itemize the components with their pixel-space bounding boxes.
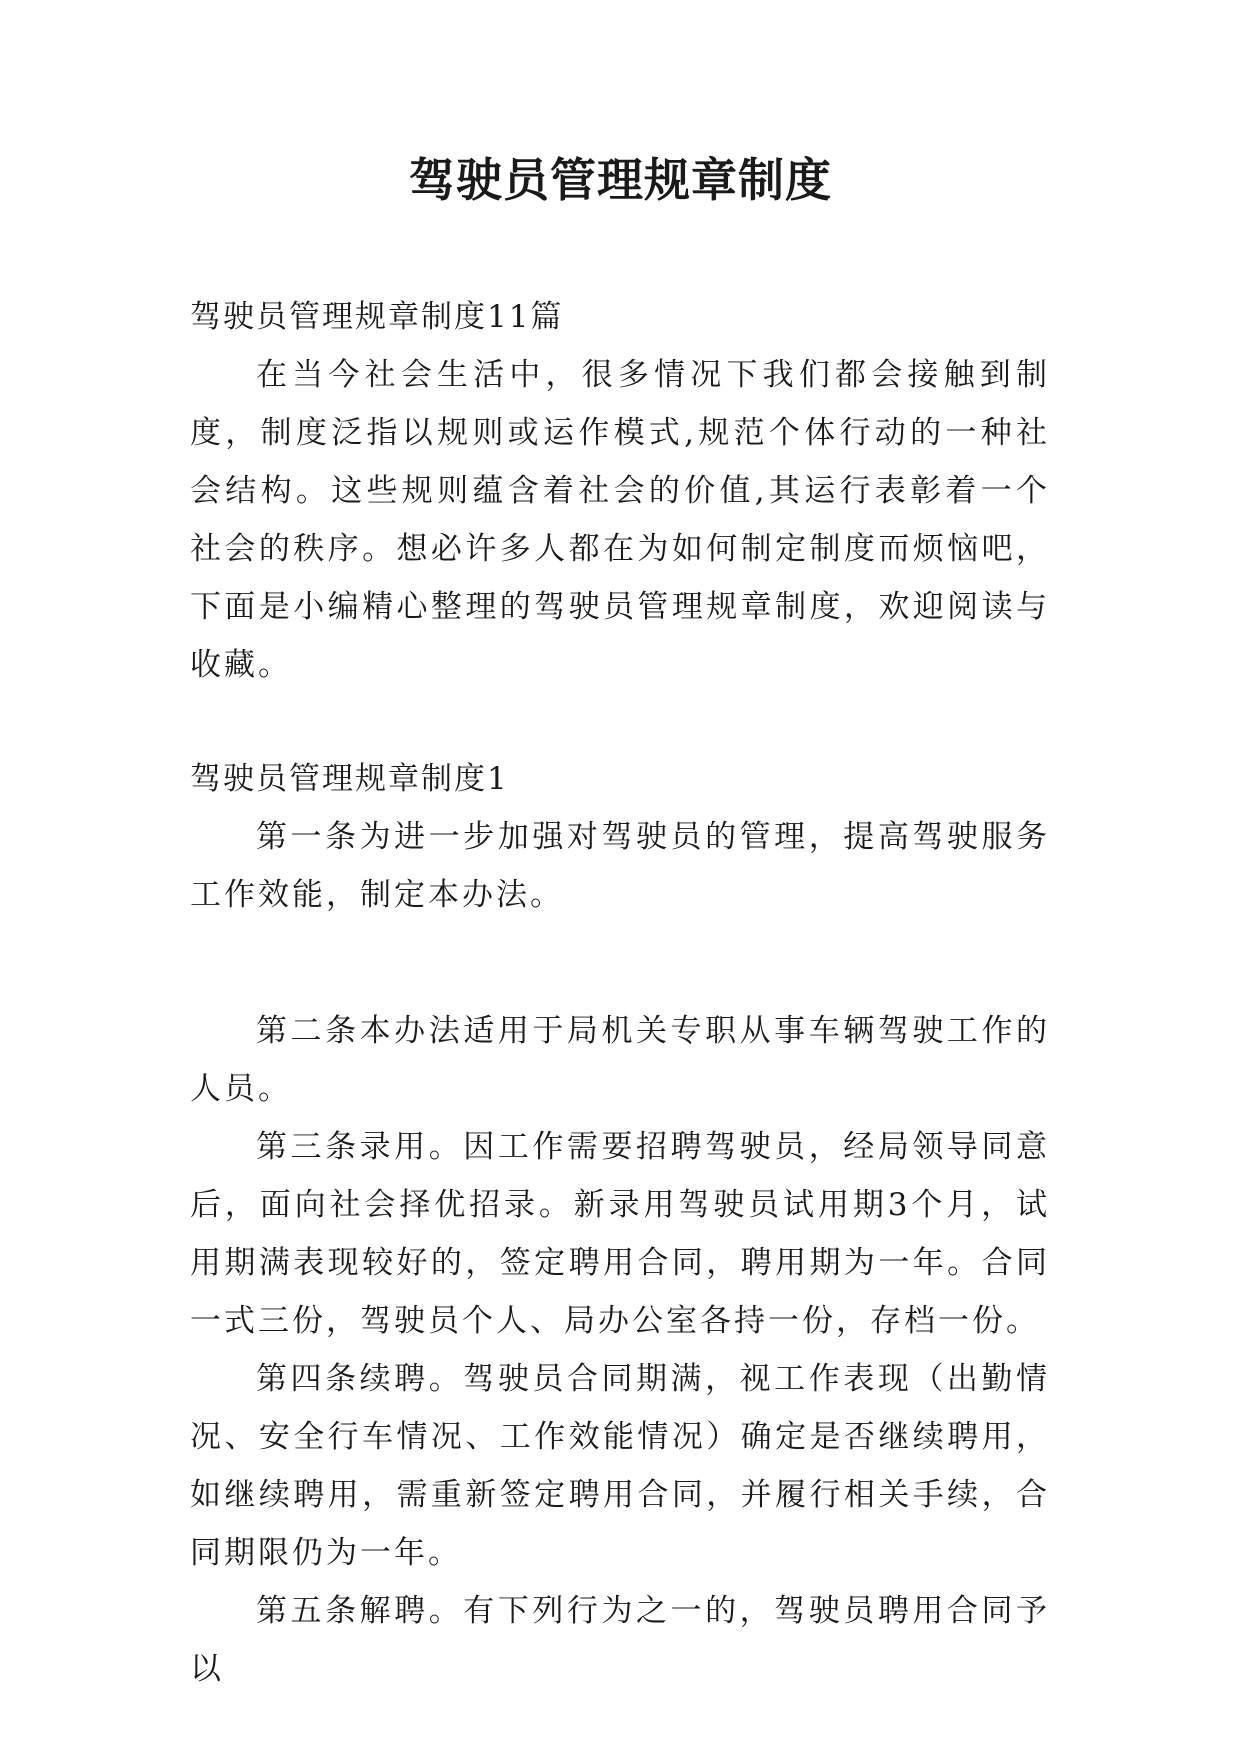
section-heading: 驾驶员管理规章制度1: [190, 761, 509, 797]
paragraph-spacer: [190, 924, 1050, 1002]
article-4: 第四条续聘。驾驶员合同期满，视工作表现（出勤情况、安全行车情况、工作效能情况）确定是否继续聘用，如继续聘用，需重新签定聘用合同，并履行相关手续，合同期限仍为一年。: [190, 1361, 1050, 1571]
document-subtitle: 驾驶员管理规章制度11篇: [190, 299, 564, 335]
article-1: 第一条为进一步加强对驾驶员的管理，提高驾驶服务工作效能，制定本办法。: [190, 819, 1050, 913]
article-3: 第三条录用。因工作需要招聘驾驶员，经局领导同意后，面向社会择优招录。新录用驾驶员试用期3个月，试用期满表现较好的，签定聘用合同，聘用期为一年。合同一式三份，驾驶员个人、局办公室各持一份，存档一份。: [190, 1129, 1050, 1339]
document-title: 驾驶员管理规章制度: [409, 153, 832, 207]
article-5: 第五条解聘。有下列行为之一的，驾驶员聘用合同予以: [190, 1593, 1050, 1687]
paragraph-spacer: [190, 694, 1050, 750]
document-body: [190, 288, 1050, 1698]
article-2: 第二条本办法适用于局机关专职从事车辆驾驶工作的人员。: [190, 1013, 1050, 1107]
intro-paragraph: 在当今社会生活中，很多情况下我们都会接触到制度，制度泛指以规则或运作模式,规范个体行动的一种社会结构。这些规则蕴含着社会的价值,其运行表彰着一个社会的秩序。想必许多人都在为如何制定制度而烦恼吧，下面是小编精心整理的驾驶员管理规章制度，欢迎阅读与收藏。: [190, 357, 1050, 683]
